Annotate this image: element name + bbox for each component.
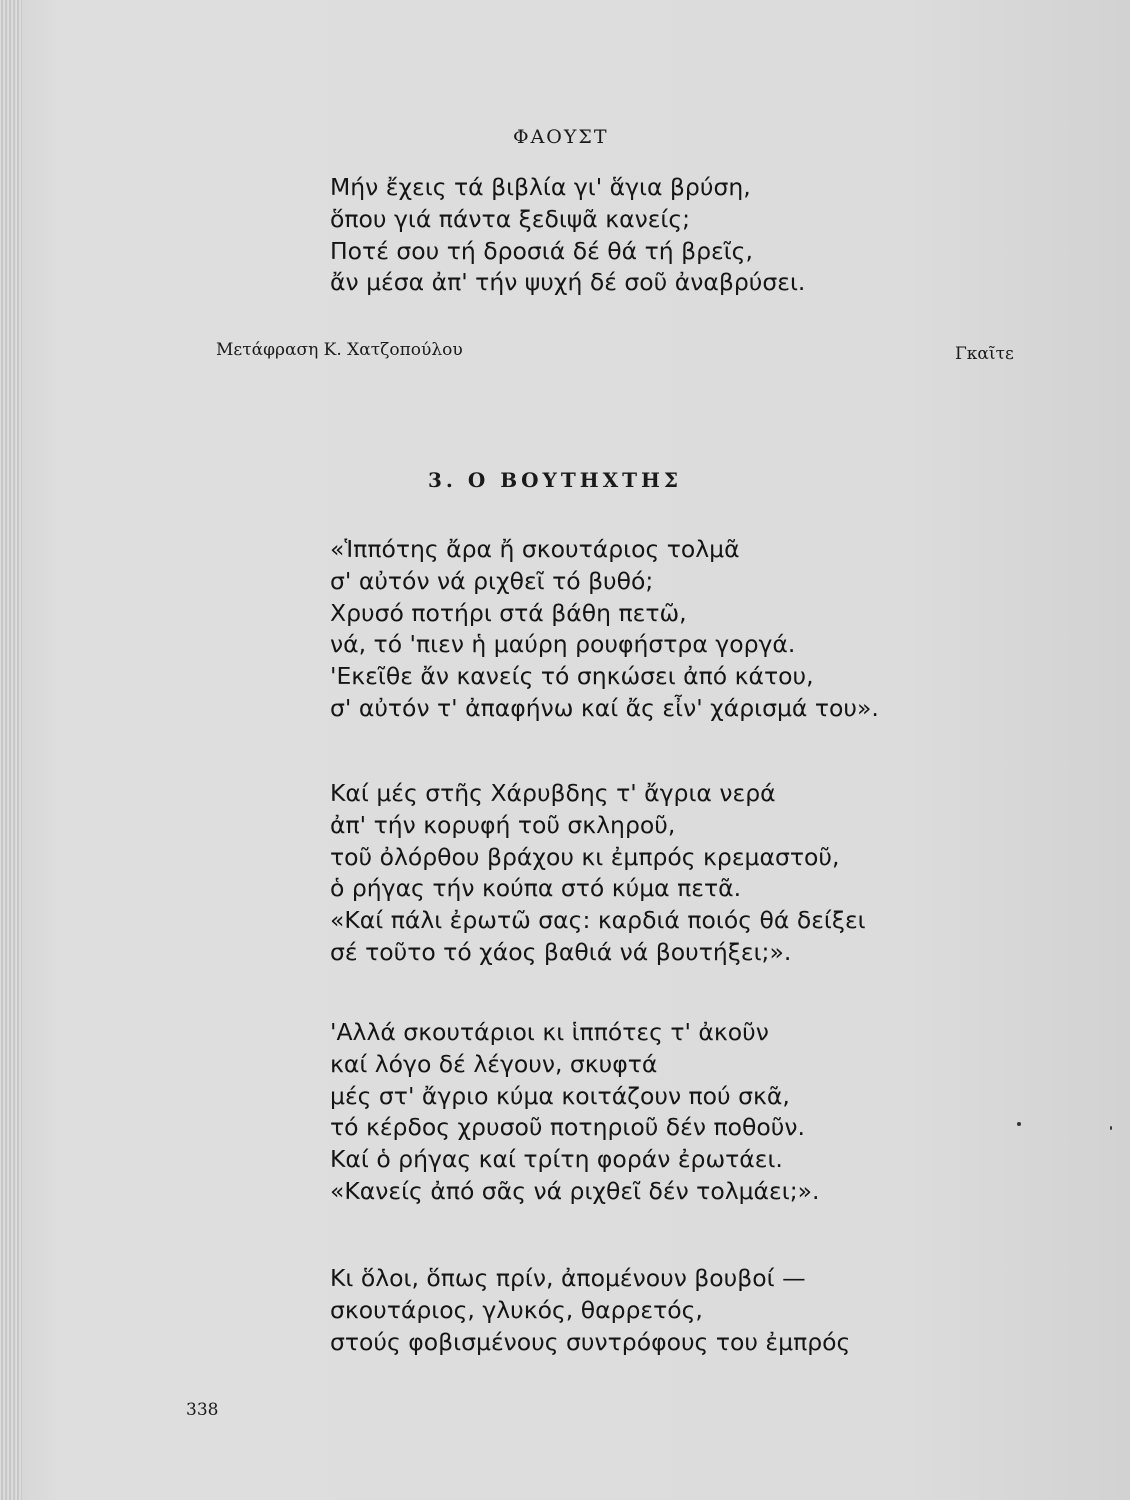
verse-line: στούς φοβισμένους συντρόφους του ἐμπρός <box>330 1327 851 1356</box>
verse-line: ἀπ' τήν κορυφή τοῦ σκληροῦ, <box>330 810 676 839</box>
diver-stanza-1 <box>330 534 879 725</box>
verse-line: «Καί πάλι ἐρωτῶ σας: καρδιά ποιός θά δείξει <box>330 906 866 935</box>
verse-line: σ' αὐτόν νά ριχθεῖ τό βυθό; <box>330 566 654 595</box>
diver-stanza-4 <box>330 1263 850 1358</box>
verse-line: καί λόγο δέ λέγουν, σκυφτά <box>330 1049 658 1078</box>
verse-line: νά, τό 'πιεν ἡ μαύρη ρουφήστρα γοργά. <box>330 630 796 659</box>
print-speck <box>1017 1122 1021 1126</box>
verse-line: σ' αὐτόν τ' ἀπαφήνω καί ἄς εἶν' χάρισμά του». <box>330 693 879 722</box>
verse-line: Μήν ἔχεις τά βιβλία γι' ἅγια βρύση, <box>330 173 751 201</box>
author-name: Γκαῖτε <box>955 344 1014 364</box>
verse-line: ὅπου γιά πάντα ξεδιψᾶ κανείς; <box>330 204 691 233</box>
page-number: 338 <box>186 1400 219 1420</box>
verse-line: ὁ ρήγας τήν κούπα στό κύμα πετᾶ. <box>330 874 742 903</box>
verse-line: μές στ' ἄγριο κύμα κοιτάζουν πού σκᾶ, <box>330 1081 790 1110</box>
verse-line: Κι ὅλοι, ὅπως πρίν, ἀπομένουν βουβοί — <box>330 1264 806 1292</box>
verse-line: τό κέρδος χρυσοῦ ποτηριοῦ δέν ποθοῦν. <box>330 1113 805 1142</box>
faust-verse <box>330 172 805 299</box>
verse-line: «Ἱππότης ἄρα ἤ σκουτάριος τολμᾶ <box>330 535 740 563</box>
verse-line: τοῦ ὀλόρθου βράχου κι ἐμπρός κρεμαστοῦ, <box>330 842 840 871</box>
print-speck <box>1110 1126 1112 1130</box>
verse-line: 'Εκεῖθε ἄν κανείς τό σηκώσει ἀπό κάτου, <box>330 662 814 691</box>
diver-stanza-2 <box>330 778 866 969</box>
verse-line: «Κανείς ἀπό σᾶς νά ριχθεῖ δέν τολμάει;». <box>330 1176 820 1205</box>
verse-line: Χρυσό ποτήρι στά βάθη πετῶ, <box>330 598 687 627</box>
verse-line: σκουτάριος, γλυκός, θαρρετός, <box>330 1295 703 1324</box>
translator-credit: Μετάφραση Κ. Χατζοπούλου <box>216 340 463 360</box>
diver-title: 3. Ο ΒΟΥΤΗΧΤΗΣ <box>428 468 683 492</box>
verse-line: σέ τοῦτο τό χάος βαθιά νά βουτήξει;». <box>330 937 792 966</box>
verse-line: Ποτέ σου τή δροσιά δέ θά τή βρεῖς, <box>330 236 753 265</box>
page-edge <box>0 0 22 1500</box>
diver-stanza-3 <box>330 1017 819 1208</box>
faust-title: ΦΑΟΥΣΤ <box>513 126 609 148</box>
verse-line: 'Αλλά σκουτάριοι κι ἱππότες τ' ἀκοῦν <box>330 1018 769 1046</box>
verse-line: Καί μές στῆς Χάρυβδης τ' ἄγρια νερά <box>330 779 776 807</box>
verse-line: Καί ὁ ρήγας καί τρίτη φοράν ἐρωτάει. <box>330 1145 783 1174</box>
verse-line: ἄν μέσα ἀπ' τήν ψυχή δέ σοῦ ἀναβρύσει. <box>330 268 806 297</box>
